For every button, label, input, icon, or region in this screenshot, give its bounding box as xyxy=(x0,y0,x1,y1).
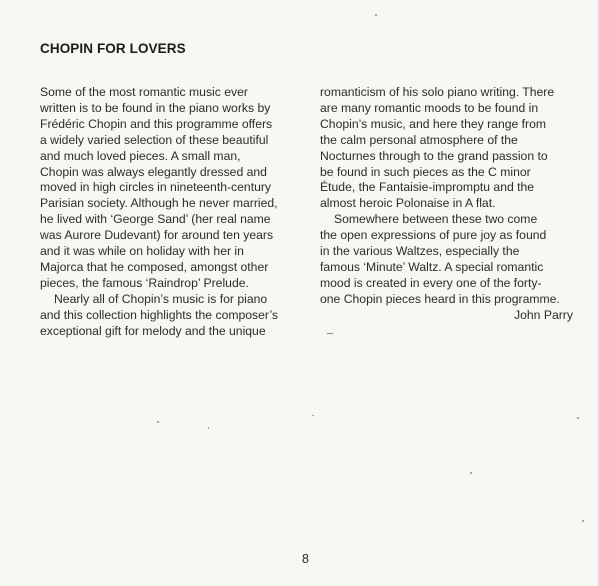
text-line: exceptional gift for melody and the unique xyxy=(40,323,266,338)
text-line: he lived with ‘George Sand’ (her real name xyxy=(40,212,271,227)
text-line: Nocturnes through to the grand passion to xyxy=(320,148,548,163)
scan-speck xyxy=(312,415,314,416)
text-line: mood is created in every one of the forty- xyxy=(320,275,542,290)
text-line: one Chopin pieces heard in this programme. xyxy=(320,291,560,306)
text-line: Frédéric Chopin and this programme offers xyxy=(40,116,273,131)
text-line: the calm personal atmosphere of the xyxy=(320,132,518,147)
text-line: romanticism of his solo piano writing. There xyxy=(320,85,555,99)
text-line: Parisian society. Although he never married, xyxy=(40,196,278,211)
text-line: Étude, the Fantaisie-impromptu and the xyxy=(320,180,535,195)
text-line: written is to be found in the piano works by xyxy=(40,100,271,115)
text-line: Chopin’s music, and here they range from xyxy=(320,116,547,131)
text-line: famous ‘Minute’ Waltz. A special romantic xyxy=(320,259,544,274)
left-column xyxy=(40,85,304,340)
text-line: Majorca that he composed, amongst other xyxy=(40,259,269,274)
scan-speck xyxy=(157,421,159,423)
author-signature: John Parry xyxy=(514,308,573,322)
text-line: Chopin was always elegantly dressed and xyxy=(40,164,267,179)
scan-speck xyxy=(375,14,377,16)
text-line: moved in high circles in nineteenth-century xyxy=(40,180,272,195)
text-line: be found in such pieces as the C minor xyxy=(320,164,531,179)
right-column xyxy=(320,85,584,308)
scan-speck xyxy=(582,520,584,522)
text-line: pieces, the famous ‘Raindrop’ Prelude. xyxy=(40,275,249,290)
scan-speck xyxy=(470,472,472,474)
text-line: are many romantic moods to be found in xyxy=(320,100,539,115)
page-number: 8 xyxy=(302,552,309,566)
text-line: and much loved pieces. A small man, xyxy=(40,148,241,163)
text-line: a widely varied selection of these beautiful xyxy=(40,132,269,147)
text-line: almost heroic Polonaise in A flat. xyxy=(320,196,496,211)
text-line: was Aurore Dudevant) for around ten years xyxy=(40,228,274,243)
scan-speck xyxy=(577,417,579,419)
text-line: and it was while on holiday with her in xyxy=(40,244,244,259)
paragraph-start-line: Nearly all of Chopin’s music is for piano xyxy=(54,291,268,306)
scan-speck xyxy=(327,333,333,334)
text-line: Some of the most romantic music ever xyxy=(40,85,248,99)
page-title: CHOPIN FOR LOVERS xyxy=(40,41,186,56)
text-line: and this collection highlights the composer’s xyxy=(40,307,279,322)
text-line: in the various Waltzes, especially the xyxy=(320,244,520,259)
text-line: the open expressions of pure joy as found xyxy=(320,228,547,243)
scan-speck xyxy=(208,427,209,429)
paragraph-start-line: Somewhere between these two come xyxy=(334,212,538,227)
